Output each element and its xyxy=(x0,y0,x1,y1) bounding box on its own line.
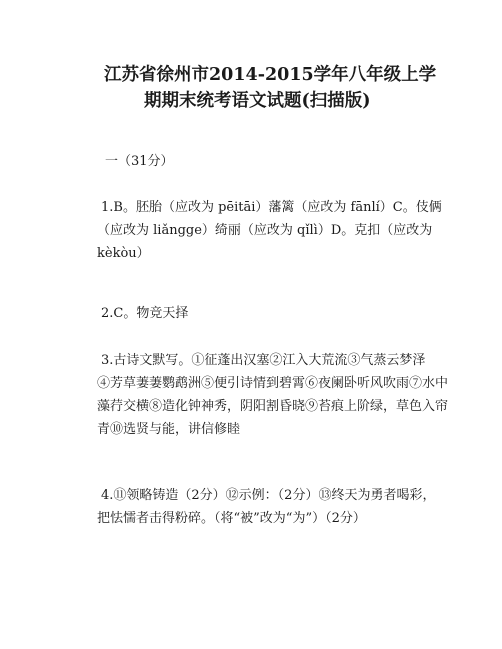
document-title xyxy=(104,62,444,114)
answer-1 xyxy=(97,196,456,265)
answer-1-line-3: kèkòu） xyxy=(97,246,150,261)
answer-4-line-2: 把怯懦者击得粉碎。（将“被”改为“为”）（2分） xyxy=(97,511,366,526)
answer-1-line-1: 1.B。胚胎（应改为 pēitāi）藩篱（应改为 fānlí）C。伎俩 xyxy=(101,200,442,215)
answer-3 xyxy=(97,349,456,441)
answer-3-line-2: ④芳草萋萋鹦鹉洲⑤便引诗情到碧霄⑥夜阑卧听风吹雨⑦水中 xyxy=(97,376,449,391)
answer-1-line-2: （应改为 liǎngge）绮丽（应改为 qǐlì）D。克扣（应改为 xyxy=(97,223,433,238)
answer-3-line-3: 藻荇交横⑧造化钟神秀，阴阳割昏晓⑨苔痕上阶绿，草色入帘 xyxy=(97,399,449,414)
section-heading: 一（31分） xyxy=(105,154,174,169)
title-line-2: 期期末统考语文试题(扫描版) xyxy=(144,91,371,111)
answer-3-line-4: 青⑩选贤与能，讲信修睦 xyxy=(97,422,241,437)
title-line-1: 江苏省徐州市2014-2015学年八年级上学 xyxy=(104,65,437,85)
answer-2 xyxy=(101,302,456,325)
answer-3-line-1: 3.古诗文默写。①征蓬出汉塞②江入大荒流③气蒸云梦泽 xyxy=(101,353,426,368)
answer-2-line-1: 2.C。物竞天择 xyxy=(101,306,189,321)
answer-4 xyxy=(97,484,456,530)
answer-4-line-1: 4.⑪领略铸造（2分）⑫示例：（2分）⑬终天为勇者喝彩， xyxy=(101,488,436,503)
